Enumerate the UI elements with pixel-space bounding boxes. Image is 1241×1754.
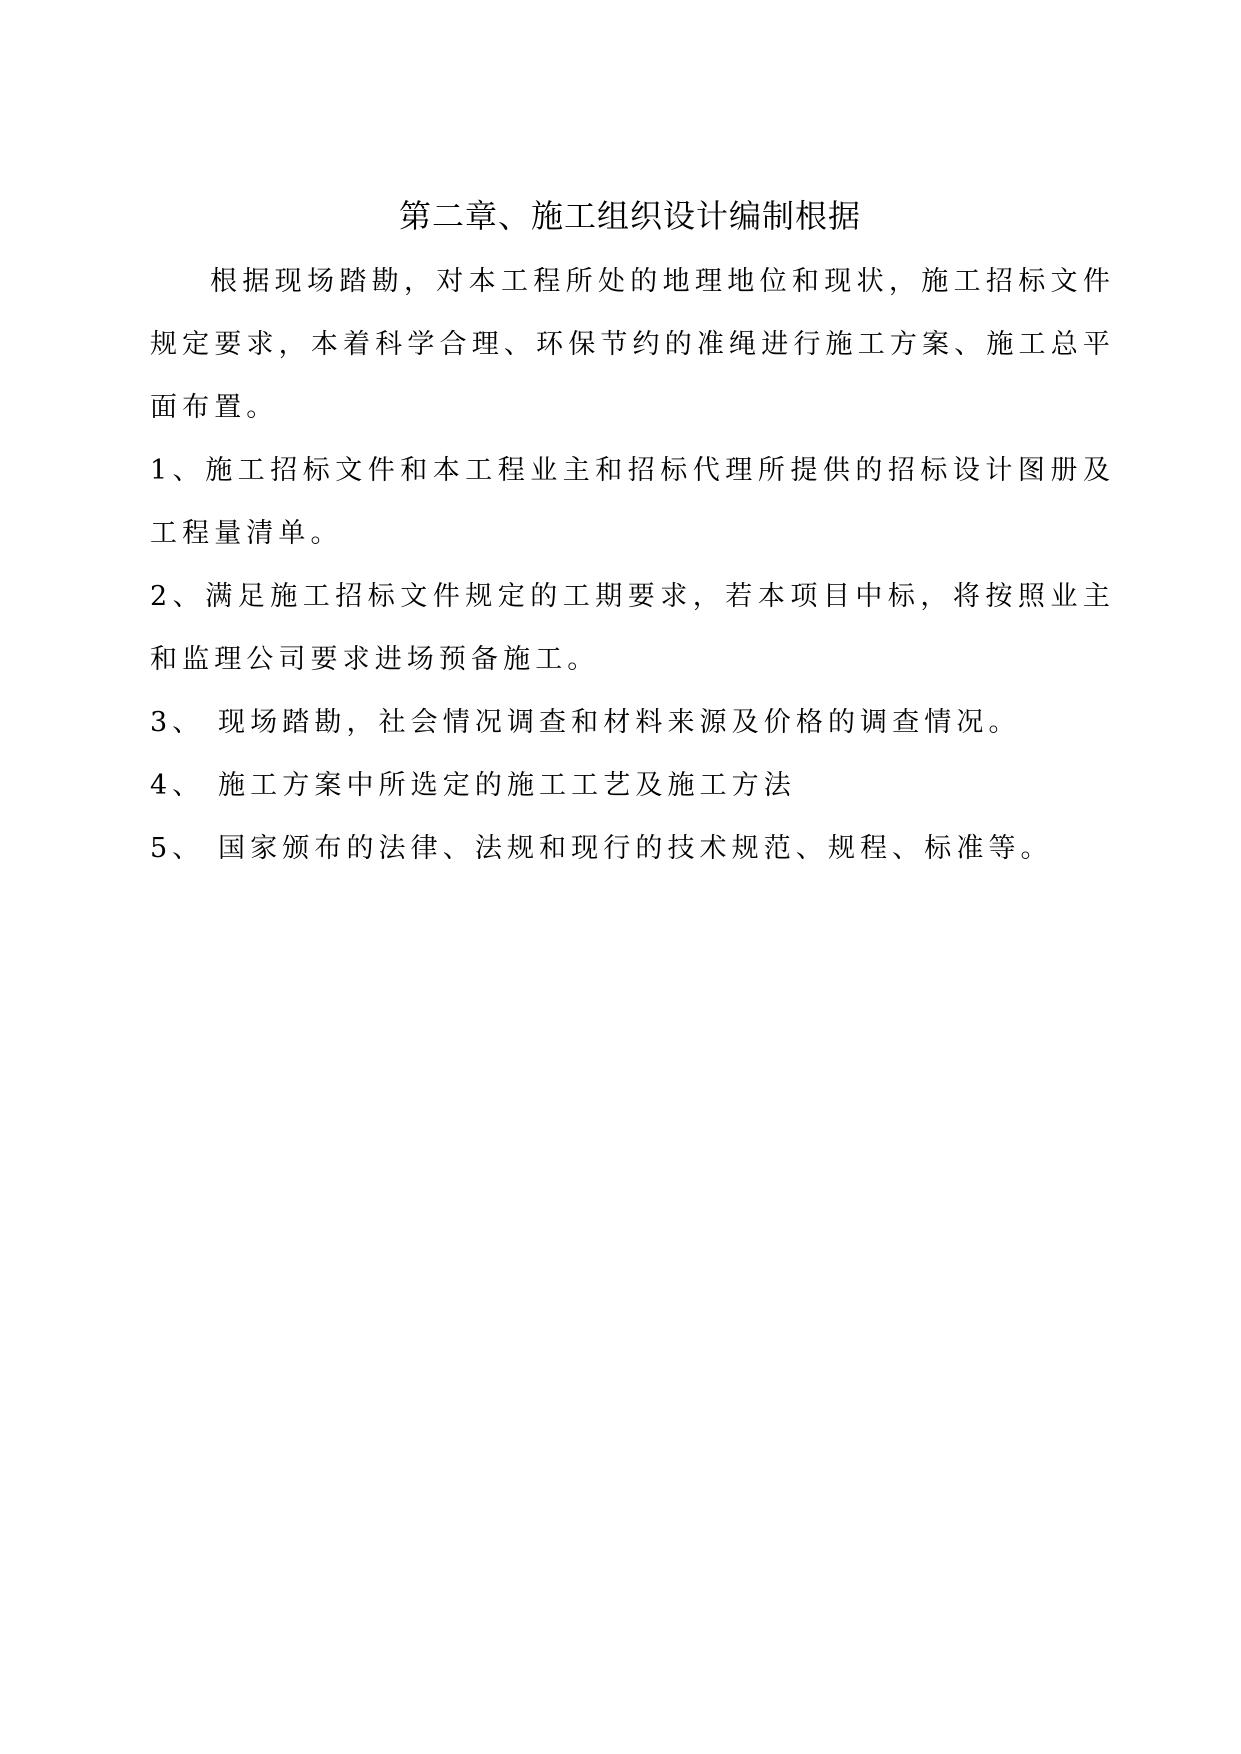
list-item: 2、满足施工招标文件规定的工期要求，若本项目中标，将按照业主和监理公司要求进场预备施工。 — [150, 581, 1115, 675]
document-body — [150, 250, 1115, 880]
list-item: 3、 现场踏勘，社会情况调查和材料来源及价格的调查情况。 — [150, 707, 1021, 738]
list-item: 5、 国家颁布的法律、法规和现行的技术规范、规程、标准等。 — [150, 833, 1053, 864]
chapter-title: 第二章、施工组织设计编制根据 — [398, 197, 861, 235]
intro-paragraph: 根据现场踏勘，对本工程所处的地理地位和现状，施工招标文件规定要求，本着科学合理、环保节约的准绳进行施工方案、施工总平面布置。 — [150, 266, 1115, 423]
list-item: 1、施工招标文件和本工程业主和招标代理所提供的招标设计图册及工程量清单。 — [150, 455, 1115, 549]
list-item: 4、 施工方案中所选定的施工工艺及施工方法 — [150, 770, 796, 801]
